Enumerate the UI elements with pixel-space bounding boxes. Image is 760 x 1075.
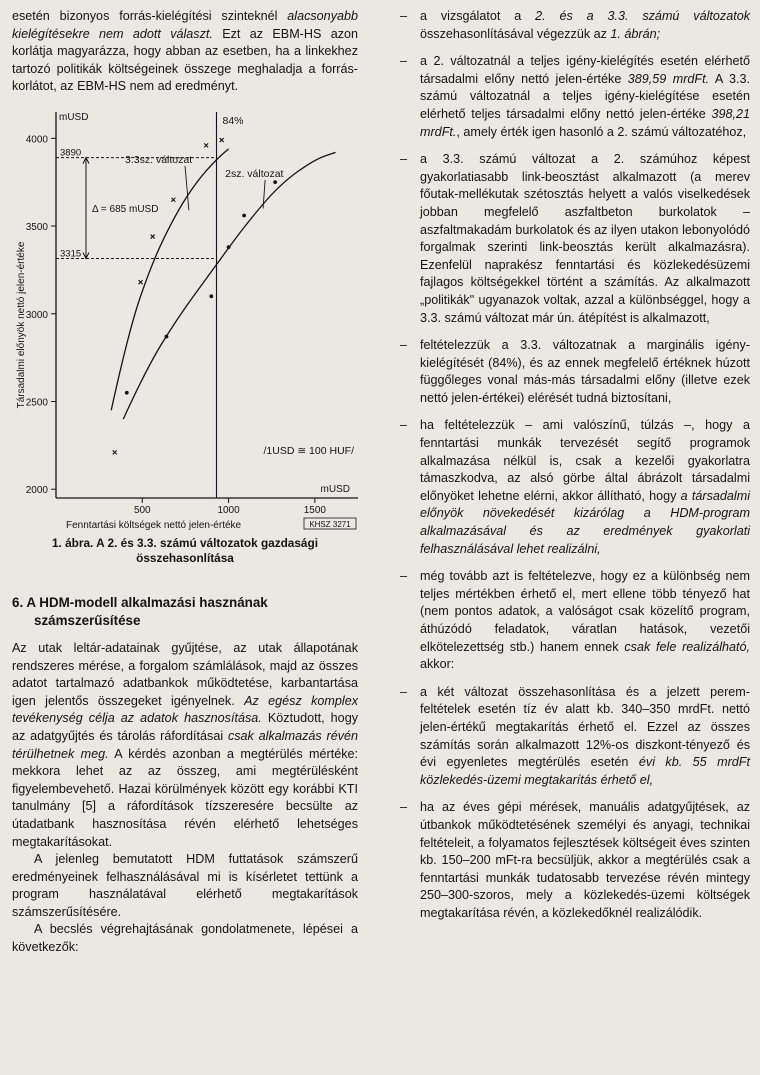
text-run: Az utak leltár-adatainak gyűjtése, az utak állapotának rendszeres mérése, a forgalom számlálások, majd az összes adatot tartalmazó adatbankok működtetése, karbantartása igen jelentős összegeket igényelnek.	[12, 640, 358, 708]
y-tick-label: 2500	[25, 397, 48, 409]
list-item	[398, 417, 750, 558]
text-run: ha feltételezzük – ami valószínű, túlzás –, hogy a fenntartási munkák tervezését segítő programok alkalmazása nélkül is, csak a kezelői gyakorlatra támaszkodva, az alsó görbe által ábrázolt társadalmi előnyöket lehetne elérni, akkor állítható, hogy	[420, 418, 750, 503]
data-point-x	[220, 138, 224, 142]
list-item	[398, 53, 750, 141]
data-point-x	[171, 198, 175, 202]
list-dash: –	[400, 54, 408, 69]
list-item	[398, 8, 750, 43]
text-run: 1. ábrán;	[610, 26, 661, 41]
list-dash: –	[400, 338, 408, 353]
list-item	[398, 568, 750, 674]
series-label-2: 2sz. változat	[225, 167, 284, 180]
body-paragraph-1	[12, 640, 358, 851]
marginal-label: 84%	[222, 114, 244, 127]
text-run: a társadalmi előnyök növekedését kizárólag a HDM-program alkalmazásával és az eredmények gyakorlati felhasználásával lehet realizálni,	[420, 488, 750, 556]
text-run: 389,59 mrdFt.	[627, 71, 710, 86]
series-curve-0	[111, 149, 228, 410]
y-tick-label: 3000	[25, 309, 48, 321]
data-point-x	[151, 235, 155, 239]
data-point-dot	[273, 180, 277, 184]
list-item	[398, 151, 750, 327]
text-run: Ezt az EBM-HS azon korlátja magyarázza, hogy abban az esetben, ha a linkekhez tartozó politikák költségeinek összege meghaladja a forrás-korlátot, az EBM-HS nem ad eredményt.	[12, 26, 359, 94]
right-column	[398, 8, 750, 933]
y-axis-title: Társadalmi előnyök nettó jelen-értéke	[16, 241, 27, 409]
x-tick-label: 1000	[217, 504, 240, 516]
text-run: 2. és a 3.3. számú változatok	[535, 9, 750, 23]
x-tick-label: 500	[133, 504, 151, 516]
text-run: a 2. változatnál a teljes igény-kielégítés esetén elérhető társadalmi előny nettó jelen-értéke	[420, 54, 750, 86]
text-run: Köztudott, hogy az adatgyűjtés és tárolás ráfordításai	[12, 711, 358, 743]
text-run: ha az éves gépi mérések, manuális adatgyűjtések, az útbankok működtetésének személyi és anyagi, technikai feltételeit, a folyamatos fejlesztések költségeit éves szinten kb. 150–200 mFt-ra becsüljük, akkor a megtérülés csak a fenntartási munkák tudatosabb tervezése révén mintegy 250–300-szoros, mely a közlekedés-üzemi költségek megtakarítása révén, a közlekedőknél realizálódik.	[420, 800, 750, 920]
list-dash: –	[400, 418, 408, 433]
list-item	[398, 684, 750, 790]
text-run: , amely érték igen hasonló a 2. számú változatéhoz,	[456, 124, 747, 139]
caption-line-1: 1. ábra. A 2. és 3.3. számú változatok gazdasági	[52, 535, 318, 550]
y-tick-label: 4000	[25, 134, 48, 146]
figure-caption	[12, 536, 358, 566]
x-axis-title: Fenntartási költségek nettó jelen-értéke	[66, 519, 242, 531]
data-point-x	[113, 450, 117, 454]
series-curve-1	[123, 152, 335, 419]
figure-1	[8, 102, 360, 532]
lower-value-label: 3315	[60, 248, 82, 260]
text-run: összehasonlításával végezzük az	[420, 26, 611, 41]
text-run: a két változat összehasonlítása és a jelzett perem-feltételek esetén tíz év alatt kb. 340–350 mrdFt. nettó jelen-értékű megtakarítás érhető el. Ezzel az összes számítás során alkalmazott 12%-os diszkont-tényező és évi egyenletes megtérülés esetén	[420, 684, 750, 770]
list-dash: –	[400, 152, 408, 167]
list-item	[398, 337, 750, 407]
economic-comparison-chart	[8, 102, 360, 532]
text-run: csak fele realizálható,	[624, 639, 751, 654]
data-point-dot	[242, 214, 246, 218]
section-heading: 6. A HDM-modell alkalmazási hasznának számszerűsítése	[12, 594, 268, 628]
watermark-text: KHSZ 3271	[309, 519, 351, 529]
series-leader-2	[263, 180, 265, 209]
list-dash: –	[400, 9, 408, 23]
list-dash: –	[400, 684, 408, 699]
caption-line-2: összehasonlítása	[136, 550, 234, 565]
text-run: 398,21 mrdFt.	[420, 106, 750, 139]
data-point-dot	[227, 245, 231, 249]
text-run: a vizsgálatot a	[420, 9, 536, 23]
body-paragraph-3: A becslés végrehajtásának gondolatmenete, lépései a következők:	[12, 922, 358, 955]
intro-paragraph	[12, 8, 358, 96]
data-point-dot	[165, 335, 169, 339]
data-point-dot	[125, 391, 129, 395]
list-dash: –	[400, 569, 408, 584]
text-run: esetén bizonyos forrás-kielégítési szinteknél	[12, 9, 288, 23]
text-run: feltételezzük a 3.3. változatnak a marginális igény-kielégítését (84%), és az ennek megfelelő értéknek húzott függőleges vonal más-más társadalmi előny (illetve ezek nettó jelen-értékei) elérését tudná biztosítani,	[420, 338, 750, 405]
delta-label: Δ = 685 mUSD	[92, 204, 159, 216]
data-point-x	[204, 143, 208, 147]
text-run: A 3.3. számú változatnál a teljes igény-kielégítése esetén elérhető teljes társadalmi előny nettó jelen-értéke	[420, 71, 750, 121]
y-tick-label: 3500	[25, 222, 48, 234]
x-unit-label: mUSD	[320, 483, 350, 495]
y-unit-label: mUSD	[59, 111, 89, 123]
list-item	[398, 799, 750, 922]
text-run: Az egész komplex tevékenység célja az adatok hasznosítása.	[12, 693, 358, 726]
upper-value-label: 3890	[60, 147, 82, 159]
text-run: akkor:	[420, 657, 455, 672]
x-tick-label: 1500	[303, 504, 326, 516]
text-run: évi kb. 55 mrdFt közlekedés-üzemi megtakarítás érhető el,	[420, 755, 750, 787]
text-run: a 3.3. számú változat a 2. számúhoz képest gyakorlatiasabb link-beosztást alkalmazott (a merev főutak-mellékutak szétosztás helyett a valós viselkedések jobban megfelelő aszfaltbeton burkolatok – aszfaltmakadám burkolatok és az ilyen utakon lebonyolódó forgalmak szerinti link-beosztás került alkalmazásra). Ezenfelül naprakész fenntartási és közlekedésüzemi fajlagos költségekkel történt a számítás. Az alkalmazott „politikák" ugyanazok voltak, azzal a különbséggel, hogy a 3.3. számú változat már ún. átépítést is alkalmazott,	[420, 152, 750, 325]
body-paragraph-2: A jelenleg bemutatott HDM futtatások számszerű eredményeinek felhasználásával mi is kísérletet tettünk a program használatával elérhető megtakarítások számszerűsítésére.	[12, 852, 358, 919]
data-point-dot	[209, 294, 213, 298]
exchange-note: /1USD ≅ 100 HUF/	[263, 445, 354, 458]
text-run: csak alkalmazás révén térülhetnek meg.	[12, 728, 358, 761]
text-run: A kérdés azonban a megtérülés mértéke: mekkora lehet az az összeg, ami megtérülésként figyelembevehető. Hazai körülmények között egy korábbi KTI tanulmány [5] a ráfordítások tízszeresére becsülte az útadatbank hasznosítása révén elérhető lehetséges megtakarításokat.	[12, 746, 359, 849]
text-run: alacsonyabb kielégítésekre nem adott választ.	[12, 9, 358, 41]
text-run: még tovább azt is feltételezve, hogy ez a különbség nem teljes mértékben érhető el, mert ellene több tényező hat (nem pontos adatok, a valóságot csak közelítő program, áthúzódó feladatok, váratlan hatások, vezetői elkötelezettség stb.) hanem ennek	[420, 569, 750, 654]
series-leader-3-3	[185, 166, 189, 210]
data-point-x	[139, 280, 143, 284]
series-label-3-3: 3.3sz. változat	[125, 153, 193, 166]
left-column	[12, 8, 358, 957]
list-dash: –	[400, 800, 408, 815]
y-tick-label: 2000	[25, 485, 48, 497]
